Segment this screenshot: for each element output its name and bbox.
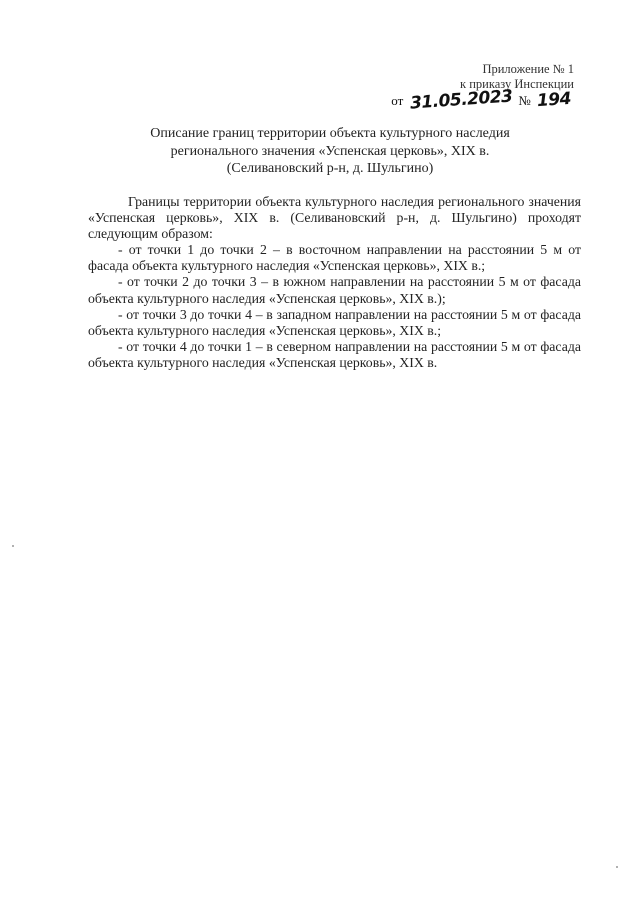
scan-speck xyxy=(616,866,618,868)
document-title xyxy=(60,125,600,178)
order-date-line xyxy=(391,86,574,114)
scan-speck xyxy=(12,545,14,547)
intro-paragraph: Границы территории объекта культурного наследия регионального значения «Успенская церковь», XIX в. (Селивановский р-н, д. Шульгино) проходят следующим образом: xyxy=(88,194,581,242)
boundary-item-3: - от точки 3 до точки 4 – в западном направлении на расстоянии 5 м от фасада объекта культурного наследия «Успенская церковь», XIX в.; xyxy=(88,306,581,338)
appendix-number: Приложение № 1 xyxy=(482,62,574,76)
order-number-sign: № xyxy=(518,93,531,108)
title-line-3: (Селивановский р-н, д. Шульгино) xyxy=(226,161,434,176)
boundary-item-1: - от точки 1 до точки 2 – в восточном направлении на расстоянии 5 м от фасада объекта культурного наследия «Успенская церковь», XIX в.; xyxy=(88,242,581,274)
boundary-item-4: - от точки 4 до точки 1 – в северном направлении на расстоянии 5 м от фасада объекта культурного наследия «Успенская церковь», XIX в. xyxy=(88,338,581,370)
handwritten-order-date: 31.05.2023 xyxy=(408,86,513,114)
boundary-item-2: - от точки 2 до точки 3 – в южном направлении на расстоянии 5 м от фасада объекта культурного наследия «Успенская церковь», XIX в.); xyxy=(88,274,581,306)
title-line-1: Описание границ территории объекта культурного наследия xyxy=(150,126,510,141)
appendix-header xyxy=(391,62,574,114)
document-body xyxy=(88,194,581,371)
handwritten-order-number: 194 xyxy=(536,88,572,112)
appendix-order-reference: к приказу Инспекции xyxy=(460,77,574,91)
order-date-prefix: от xyxy=(391,93,404,108)
title-line-2: регионального значения «Успенская церковь», XIX в. xyxy=(170,143,490,159)
